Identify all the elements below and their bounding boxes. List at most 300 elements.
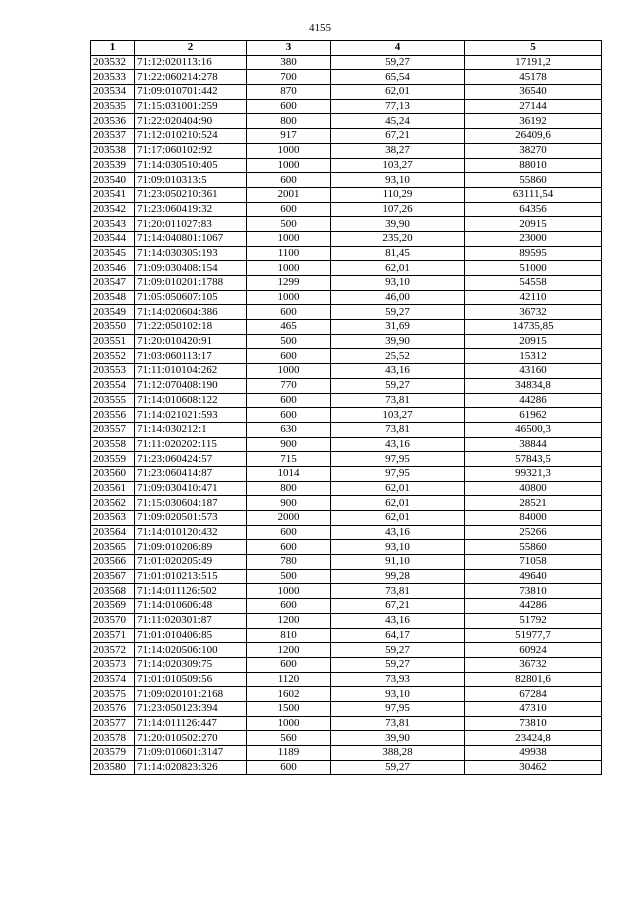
row-id-cell: 203574 bbox=[91, 672, 135, 687]
row-id-cell: 203543 bbox=[91, 217, 135, 232]
rate-cell: 81,45 bbox=[331, 246, 465, 261]
table-row bbox=[91, 599, 602, 614]
cadastral-number-cell: 71:12:020113:16 bbox=[135, 55, 247, 70]
cadastral-number-cell: 71:09:020501:573 bbox=[135, 511, 247, 526]
rate-cell: 93,10 bbox=[331, 540, 465, 555]
row-id-cell: 203568 bbox=[91, 584, 135, 599]
area-cell: 600 bbox=[247, 760, 331, 775]
value-cell: 57843,5 bbox=[465, 452, 602, 467]
cadastral-number-cell: 71:11:020202:115 bbox=[135, 437, 247, 452]
rate-cell: 103,27 bbox=[331, 408, 465, 423]
rate-cell: 107,26 bbox=[331, 202, 465, 217]
rate-cell: 388,28 bbox=[331, 746, 465, 761]
value-cell: 30462 bbox=[465, 760, 602, 775]
row-id-cell: 203567 bbox=[91, 569, 135, 584]
table-row bbox=[91, 158, 602, 173]
cadastral-number-cell: 71:15:031001:259 bbox=[135, 99, 247, 114]
row-id-cell: 203545 bbox=[91, 246, 135, 261]
area-cell: 810 bbox=[247, 628, 331, 643]
row-id-cell: 203532 bbox=[91, 55, 135, 70]
table-row bbox=[91, 187, 602, 202]
table-row bbox=[91, 305, 602, 320]
area-cell: 1000 bbox=[247, 158, 331, 173]
rate-cell: 65,54 bbox=[331, 70, 465, 85]
area-cell: 2000 bbox=[247, 511, 331, 526]
value-cell: 15312 bbox=[465, 349, 602, 364]
rate-cell: 73,81 bbox=[331, 393, 465, 408]
row-id-cell: 203564 bbox=[91, 525, 135, 540]
cadastral-number-cell: 71:14:010606:48 bbox=[135, 599, 247, 614]
rate-cell: 25,52 bbox=[331, 349, 465, 364]
row-id-cell: 203565 bbox=[91, 540, 135, 555]
value-cell: 88010 bbox=[465, 158, 602, 173]
table-row bbox=[91, 378, 602, 393]
value-cell: 36732 bbox=[465, 305, 602, 320]
rate-cell: 91,10 bbox=[331, 555, 465, 570]
value-cell: 36540 bbox=[465, 85, 602, 100]
area-cell: 600 bbox=[247, 349, 331, 364]
table-row bbox=[91, 540, 602, 555]
value-cell: 55860 bbox=[465, 540, 602, 555]
table-row bbox=[91, 217, 602, 232]
table-row bbox=[91, 672, 602, 687]
rate-cell: 59,27 bbox=[331, 643, 465, 658]
area-cell: 715 bbox=[247, 452, 331, 467]
cadastral-number-cell: 71:03:060113:17 bbox=[135, 349, 247, 364]
table-row bbox=[91, 114, 602, 129]
area-cell: 1000 bbox=[247, 584, 331, 599]
rate-cell: 59,27 bbox=[331, 55, 465, 70]
value-cell: 46500,3 bbox=[465, 422, 602, 437]
header-cell-3: 3 bbox=[247, 41, 331, 56]
area-cell: 600 bbox=[247, 540, 331, 555]
table-row bbox=[91, 481, 602, 496]
value-cell: 49938 bbox=[465, 746, 602, 761]
value-cell: 51977,7 bbox=[465, 628, 602, 643]
table-row bbox=[91, 746, 602, 761]
area-cell: 1000 bbox=[247, 231, 331, 246]
table-row bbox=[91, 85, 602, 100]
rate-cell: 73,81 bbox=[331, 716, 465, 731]
table-header bbox=[91, 41, 602, 56]
table-row bbox=[91, 496, 602, 511]
area-cell: 1000 bbox=[247, 290, 331, 305]
row-id-cell: 203573 bbox=[91, 657, 135, 672]
rate-cell: 77,13 bbox=[331, 99, 465, 114]
area-cell: 465 bbox=[247, 320, 331, 335]
table-row bbox=[91, 731, 602, 746]
cadastral-number-cell: 71:09:010206:89 bbox=[135, 540, 247, 555]
rate-cell: 43,16 bbox=[331, 525, 465, 540]
value-cell: 89595 bbox=[465, 246, 602, 261]
cadastral-number-cell: 71:23:060419:32 bbox=[135, 202, 247, 217]
value-cell: 23000 bbox=[465, 231, 602, 246]
cadastral-number-cell: 71:23:050210:361 bbox=[135, 187, 247, 202]
rate-cell: 62,01 bbox=[331, 261, 465, 276]
rate-cell: 67,21 bbox=[331, 599, 465, 614]
cadastral-number-cell: 71:01:010213:515 bbox=[135, 569, 247, 584]
table-row bbox=[91, 437, 602, 452]
cadastral-number-cell: 71:09:010701:442 bbox=[135, 85, 247, 100]
value-cell: 44286 bbox=[465, 393, 602, 408]
rate-cell: 46,00 bbox=[331, 290, 465, 305]
cadastral-number-cell: 71:14:030305:193 bbox=[135, 246, 247, 261]
table-row bbox=[91, 525, 602, 540]
rate-cell: 110,29 bbox=[331, 187, 465, 202]
cadastral-number-cell: 71:22:020404:90 bbox=[135, 114, 247, 129]
rate-cell: 45,24 bbox=[331, 114, 465, 129]
cadastral-number-cell: 71:14:011126:447 bbox=[135, 716, 247, 731]
value-cell: 49640 bbox=[465, 569, 602, 584]
table-row bbox=[91, 555, 602, 570]
rate-cell: 73,93 bbox=[331, 672, 465, 687]
cadastral-number-cell: 71:14:040801:1067 bbox=[135, 231, 247, 246]
row-id-cell: 203580 bbox=[91, 760, 135, 775]
value-cell: 73810 bbox=[465, 716, 602, 731]
table-row bbox=[91, 231, 602, 246]
rate-cell: 31,69 bbox=[331, 320, 465, 335]
area-cell: 600 bbox=[247, 599, 331, 614]
cadastral-number-cell: 71:09:010313:5 bbox=[135, 173, 247, 188]
value-cell: 36192 bbox=[465, 114, 602, 129]
table-row bbox=[91, 584, 602, 599]
row-id-cell: 203540 bbox=[91, 173, 135, 188]
area-cell: 1120 bbox=[247, 672, 331, 687]
table-row bbox=[91, 320, 602, 335]
table-row bbox=[91, 408, 602, 423]
row-id-cell: 203577 bbox=[91, 716, 135, 731]
table-row bbox=[91, 202, 602, 217]
row-id-cell: 203571 bbox=[91, 628, 135, 643]
row-id-cell: 203547 bbox=[91, 276, 135, 291]
area-cell: 2001 bbox=[247, 187, 331, 202]
registry-table bbox=[90, 40, 602, 775]
value-cell: 20915 bbox=[465, 217, 602, 232]
row-id-cell: 203541 bbox=[91, 187, 135, 202]
value-cell: 38270 bbox=[465, 143, 602, 158]
area-cell: 560 bbox=[247, 731, 331, 746]
table-row bbox=[91, 129, 602, 144]
rate-cell: 62,01 bbox=[331, 511, 465, 526]
value-cell: 20915 bbox=[465, 334, 602, 349]
value-cell: 82801,6 bbox=[465, 672, 602, 687]
rate-cell: 59,27 bbox=[331, 657, 465, 672]
area-cell: 1000 bbox=[247, 716, 331, 731]
table-row bbox=[91, 613, 602, 628]
table-row bbox=[91, 364, 602, 379]
area-cell: 1014 bbox=[247, 466, 331, 481]
area-cell: 500 bbox=[247, 569, 331, 584]
row-id-cell: 203544 bbox=[91, 231, 135, 246]
area-cell: 1200 bbox=[247, 643, 331, 658]
cadastral-number-cell: 71:14:020309:75 bbox=[135, 657, 247, 672]
cadastral-number-cell: 71:14:021021:593 bbox=[135, 408, 247, 423]
table-row bbox=[91, 701, 602, 716]
area-cell: 500 bbox=[247, 217, 331, 232]
value-cell: 38844 bbox=[465, 437, 602, 452]
cadastral-number-cell: 71:23:060414:87 bbox=[135, 466, 247, 481]
rate-cell: 103,27 bbox=[331, 158, 465, 173]
area-cell: 1299 bbox=[247, 276, 331, 291]
area-cell: 870 bbox=[247, 85, 331, 100]
cadastral-number-cell: 71:15:030604:187 bbox=[135, 496, 247, 511]
table-row bbox=[91, 143, 602, 158]
cadastral-number-cell: 71:11:020301:87 bbox=[135, 613, 247, 628]
value-cell: 26409,6 bbox=[465, 129, 602, 144]
cadastral-number-cell: 71:14:010608:122 bbox=[135, 393, 247, 408]
table-row bbox=[91, 452, 602, 467]
table-row bbox=[91, 290, 602, 305]
table-row bbox=[91, 261, 602, 276]
rate-cell: 67,21 bbox=[331, 129, 465, 144]
cadastral-number-cell: 71:14:010120:432 bbox=[135, 525, 247, 540]
cadastral-number-cell: 71:12:070408:190 bbox=[135, 378, 247, 393]
cadastral-number-cell: 71:09:020101:2168 bbox=[135, 687, 247, 702]
cadastral-number-cell: 71:09:010601:3147 bbox=[135, 746, 247, 761]
table-row bbox=[91, 173, 602, 188]
cadastral-number-cell: 71:05:050607:105 bbox=[135, 290, 247, 305]
rate-cell: 59,27 bbox=[331, 760, 465, 775]
area-cell: 600 bbox=[247, 657, 331, 672]
row-id-cell: 203579 bbox=[91, 746, 135, 761]
rate-cell: 97,95 bbox=[331, 466, 465, 481]
table-row bbox=[91, 569, 602, 584]
table-row bbox=[91, 511, 602, 526]
cadastral-number-cell: 71:14:020506:100 bbox=[135, 643, 247, 658]
table-row bbox=[91, 422, 602, 437]
value-cell: 14735,85 bbox=[465, 320, 602, 335]
value-cell: 23424,8 bbox=[465, 731, 602, 746]
table-row bbox=[91, 349, 602, 364]
table-body bbox=[91, 55, 602, 775]
rate-cell: 39,90 bbox=[331, 217, 465, 232]
row-id-cell: 203533 bbox=[91, 70, 135, 85]
area-cell: 600 bbox=[247, 525, 331, 540]
cadastral-number-cell: 71:22:060214:278 bbox=[135, 70, 247, 85]
row-id-cell: 203575 bbox=[91, 687, 135, 702]
value-cell: 17191,2 bbox=[465, 55, 602, 70]
table-row bbox=[91, 628, 602, 643]
area-cell: 1602 bbox=[247, 687, 331, 702]
cadastral-number-cell: 71:23:060424:57 bbox=[135, 452, 247, 467]
rate-cell: 97,95 bbox=[331, 701, 465, 716]
table-row bbox=[91, 55, 602, 70]
area-cell: 1000 bbox=[247, 364, 331, 379]
header-cell-1: 1 bbox=[91, 41, 135, 56]
table-row bbox=[91, 334, 602, 349]
value-cell: 63111,54 bbox=[465, 187, 602, 202]
cadastral-number-cell: 71:20:011027:83 bbox=[135, 217, 247, 232]
row-id-cell: 203562 bbox=[91, 496, 135, 511]
value-cell: 71058 bbox=[465, 555, 602, 570]
row-id-cell: 203559 bbox=[91, 452, 135, 467]
row-id-cell: 203569 bbox=[91, 599, 135, 614]
row-id-cell: 203552 bbox=[91, 349, 135, 364]
row-id-cell: 203563 bbox=[91, 511, 135, 526]
area-cell: 800 bbox=[247, 114, 331, 129]
row-id-cell: 203538 bbox=[91, 143, 135, 158]
value-cell: 42110 bbox=[465, 290, 602, 305]
rate-cell: 59,27 bbox=[331, 378, 465, 393]
cadastral-number-cell: 71:01:010406:85 bbox=[135, 628, 247, 643]
row-id-cell: 203548 bbox=[91, 290, 135, 305]
row-id-cell: 203535 bbox=[91, 99, 135, 114]
rate-cell: 38,27 bbox=[331, 143, 465, 158]
area-cell: 600 bbox=[247, 408, 331, 423]
rate-cell: 97,95 bbox=[331, 452, 465, 467]
value-cell: 60924 bbox=[465, 643, 602, 658]
rate-cell: 43,16 bbox=[331, 364, 465, 379]
header-cell-2: 2 bbox=[135, 41, 247, 56]
area-cell: 780 bbox=[247, 555, 331, 570]
area-cell: 1000 bbox=[247, 261, 331, 276]
row-id-cell: 203536 bbox=[91, 114, 135, 129]
area-cell: 600 bbox=[247, 173, 331, 188]
area-cell: 700 bbox=[247, 70, 331, 85]
value-cell: 99321,3 bbox=[465, 466, 602, 481]
rate-cell: 59,27 bbox=[331, 305, 465, 320]
area-cell: 600 bbox=[247, 393, 331, 408]
area-cell: 770 bbox=[247, 378, 331, 393]
rate-cell: 99,28 bbox=[331, 569, 465, 584]
value-cell: 43160 bbox=[465, 364, 602, 379]
header-cell-4: 4 bbox=[331, 41, 465, 56]
value-cell: 47310 bbox=[465, 701, 602, 716]
table-row bbox=[91, 716, 602, 731]
table-row bbox=[91, 657, 602, 672]
value-cell: 25266 bbox=[465, 525, 602, 540]
rate-cell: 93,10 bbox=[331, 687, 465, 702]
row-id-cell: 203549 bbox=[91, 305, 135, 320]
cadastral-number-cell: 71:20:010420:91 bbox=[135, 334, 247, 349]
value-cell: 84000 bbox=[465, 511, 602, 526]
row-id-cell: 203572 bbox=[91, 643, 135, 658]
cadastral-number-cell: 71:22:050102:18 bbox=[135, 320, 247, 335]
row-id-cell: 203556 bbox=[91, 408, 135, 423]
value-cell: 51000 bbox=[465, 261, 602, 276]
rate-cell: 93,10 bbox=[331, 173, 465, 188]
row-id-cell: 203534 bbox=[91, 85, 135, 100]
row-id-cell: 203570 bbox=[91, 613, 135, 628]
cadastral-number-cell: 71:12:010210:524 bbox=[135, 129, 247, 144]
rate-cell: 43,16 bbox=[331, 437, 465, 452]
row-id-cell: 203537 bbox=[91, 129, 135, 144]
cadastral-number-cell: 71:14:020823:326 bbox=[135, 760, 247, 775]
table-row bbox=[91, 70, 602, 85]
table-row bbox=[91, 393, 602, 408]
table-row bbox=[91, 466, 602, 481]
row-id-cell: 203551 bbox=[91, 334, 135, 349]
rate-cell: 235,20 bbox=[331, 231, 465, 246]
rate-cell: 62,01 bbox=[331, 85, 465, 100]
header-row bbox=[91, 41, 602, 56]
cadastral-number-cell: 71:09:030408:154 bbox=[135, 261, 247, 276]
area-cell: 1100 bbox=[247, 246, 331, 261]
rate-cell: 62,01 bbox=[331, 496, 465, 511]
rate-cell: 39,90 bbox=[331, 731, 465, 746]
area-cell: 380 bbox=[247, 55, 331, 70]
row-id-cell: 203539 bbox=[91, 158, 135, 173]
area-cell: 600 bbox=[247, 99, 331, 114]
row-id-cell: 203560 bbox=[91, 466, 135, 481]
area-cell: 500 bbox=[247, 334, 331, 349]
value-cell: 73810 bbox=[465, 584, 602, 599]
value-cell: 45178 bbox=[465, 70, 602, 85]
cadastral-number-cell: 71:01:020205:49 bbox=[135, 555, 247, 570]
rate-cell: 62,01 bbox=[331, 481, 465, 496]
table-row bbox=[91, 99, 602, 114]
area-cell: 1500 bbox=[247, 701, 331, 716]
value-cell: 34834,8 bbox=[465, 378, 602, 393]
cadastral-number-cell: 71:11:010104:262 bbox=[135, 364, 247, 379]
value-cell: 40800 bbox=[465, 481, 602, 496]
rate-cell: 43,16 bbox=[331, 613, 465, 628]
value-cell: 54558 bbox=[465, 276, 602, 291]
area-cell: 1189 bbox=[247, 746, 331, 761]
value-cell: 61962 bbox=[465, 408, 602, 423]
value-cell: 67284 bbox=[465, 687, 602, 702]
cadastral-number-cell: 71:14:020604:386 bbox=[135, 305, 247, 320]
row-id-cell: 203578 bbox=[91, 731, 135, 746]
row-id-cell: 203566 bbox=[91, 555, 135, 570]
area-cell: 600 bbox=[247, 305, 331, 320]
row-id-cell: 203554 bbox=[91, 378, 135, 393]
row-id-cell: 203546 bbox=[91, 261, 135, 276]
value-cell: 27144 bbox=[465, 99, 602, 114]
table-row bbox=[91, 246, 602, 261]
table-row bbox=[91, 760, 602, 775]
cadastral-number-cell: 71:20:010502:270 bbox=[135, 731, 247, 746]
area-cell: 917 bbox=[247, 129, 331, 144]
table-row bbox=[91, 643, 602, 658]
cadastral-number-cell: 71:14:030212:1 bbox=[135, 422, 247, 437]
cadastral-number-cell: 71:17:060102:92 bbox=[135, 143, 247, 158]
value-cell: 28521 bbox=[465, 496, 602, 511]
area-cell: 800 bbox=[247, 481, 331, 496]
header-cell-5: 5 bbox=[465, 41, 602, 56]
area-cell: 1000 bbox=[247, 143, 331, 158]
row-id-cell: 203561 bbox=[91, 481, 135, 496]
row-id-cell: 203553 bbox=[91, 364, 135, 379]
cadastral-number-cell: 71:14:030510:405 bbox=[135, 158, 247, 173]
row-id-cell: 203550 bbox=[91, 320, 135, 335]
area-cell: 1200 bbox=[247, 613, 331, 628]
rate-cell: 73,81 bbox=[331, 584, 465, 599]
cadastral-number-cell: 71:01:010509:56 bbox=[135, 672, 247, 687]
value-cell: 36732 bbox=[465, 657, 602, 672]
area-cell: 900 bbox=[247, 437, 331, 452]
row-id-cell: 203557 bbox=[91, 422, 135, 437]
cadastral-number-cell: 71:23:050123:394 bbox=[135, 701, 247, 716]
row-id-cell: 203576 bbox=[91, 701, 135, 716]
rate-cell: 39,90 bbox=[331, 334, 465, 349]
row-id-cell: 203555 bbox=[91, 393, 135, 408]
value-cell: 51792 bbox=[465, 613, 602, 628]
rate-cell: 64,17 bbox=[331, 628, 465, 643]
cadastral-number-cell: 71:09:010201:1788 bbox=[135, 276, 247, 291]
cadastral-number-cell: 71:14:011126:502 bbox=[135, 584, 247, 599]
area-cell: 900 bbox=[247, 496, 331, 511]
page-number: 4155 bbox=[309, 22, 331, 34]
rate-cell: 73,81 bbox=[331, 422, 465, 437]
area-cell: 600 bbox=[247, 202, 331, 217]
row-id-cell: 203542 bbox=[91, 202, 135, 217]
value-cell: 64356 bbox=[465, 202, 602, 217]
table-row bbox=[91, 276, 602, 291]
table-row bbox=[91, 687, 602, 702]
area-cell: 630 bbox=[247, 422, 331, 437]
value-cell: 44286 bbox=[465, 599, 602, 614]
